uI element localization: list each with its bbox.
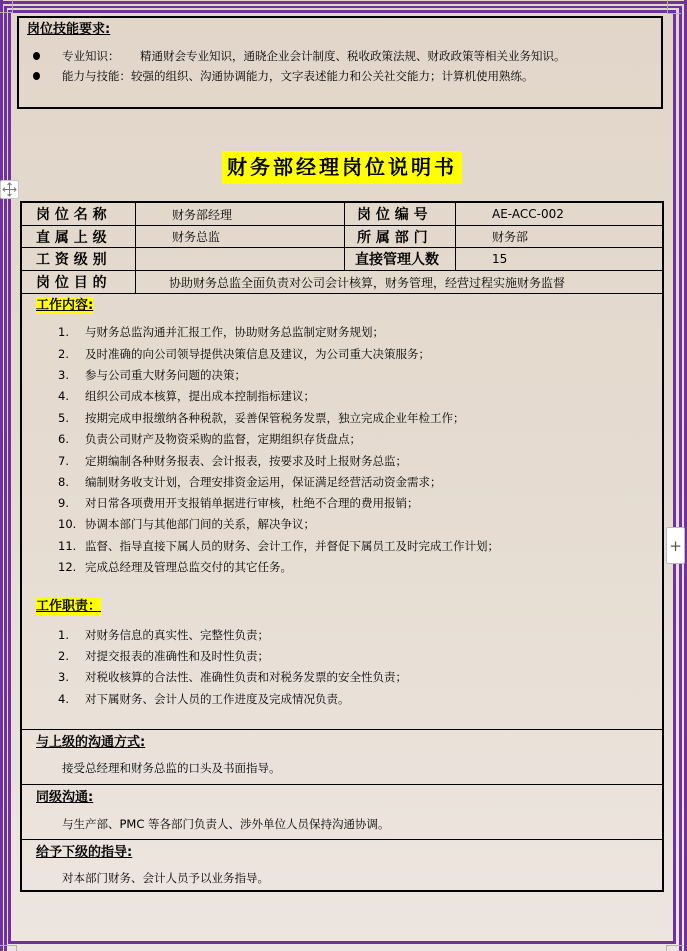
- document-title: 财务部经理岗位说明书: [222, 151, 462, 184]
- table-row: [22, 226, 662, 248]
- direct-superior-value[interactable]: 财务总监: [172, 230, 221, 244]
- page-border-top-1: [0, 1, 687, 4]
- direct-reports-value[interactable]: 15: [492, 252, 508, 266]
- margin-corner-mark: [0, 945, 17, 951]
- work-content-section: [22, 294, 662, 730]
- bullet-icon: [33, 52, 40, 60]
- margin-corner-mark: [667, 0, 681, 14]
- subordinate-guidance-heading: 给予下级的指导:: [36, 845, 133, 860]
- purpose-value[interactable]: 协助财务总监全面负责对公司会计核算，财务管理，经营过程实施财务监督: [169, 275, 566, 290]
- department-value[interactable]: 财务部: [492, 230, 529, 244]
- margin-corner-mark: [666, 945, 683, 951]
- responsibilities-heading: 工作职责：: [36, 599, 102, 614]
- skills-requirements-box: [17, 16, 663, 109]
- bullet-icon: [33, 72, 40, 80]
- work-content-item: 7. 定期编制各种财务报表、会计报表，按要求及时上报财务总监；: [58, 454, 407, 468]
- cell-divider: [135, 203, 136, 225]
- page-border-top-2: [4, 6, 682, 8]
- page-border-left-3: [8, 10, 11, 943]
- work-content-item: 2. 及时准确的向公司领导提供决策信息及建议，为公司重大决策服务；: [58, 347, 430, 361]
- superior-communication-section: [22, 730, 662, 785]
- department-label: 所 属 部 门: [357, 229, 428, 246]
- skills-item: 专业知识： 精通财会专业知识，通晓企业会计制度、税收政策法规、财政政策等相关业务知识。: [33, 48, 566, 64]
- work-content-item: 5. 按期完成申报缴纳各种税款，妥善保管税务发票，独立完成企业年检工作；: [58, 411, 465, 425]
- work-content-item: 6. 负责公司财产及物资采购的监督，定期组织存货盘点；: [58, 432, 361, 446]
- work-content-item: 10. 协调本部门与其他部门间的关系，解决争议；: [58, 517, 315, 531]
- purpose-label: 岗 位 目 的: [36, 275, 107, 291]
- position-code-label: 岗 位 编 号: [357, 207, 428, 223]
- responsibility-item: 1. 对财务信息的真实性、完整性负责；: [58, 628, 269, 642]
- page-border-top-3: [8, 10, 676, 13]
- position-name-value[interactable]: 财务部经理: [172, 207, 233, 222]
- subordinate-guidance-text: 对本部门财务、会计人员予以业务指导。: [62, 871, 269, 885]
- page-border-bottom: [8, 941, 676, 944]
- page-border-left-1: [0, 0, 3, 951]
- work-content-item: 4. 组织公司成本核算，提出成本控制指标建议；: [58, 389, 315, 403]
- cell-divider: [344, 226, 345, 247]
- cell-divider: [135, 248, 136, 270]
- skills-heading: 岗位技能要求:: [27, 22, 111, 37]
- cell-divider: [455, 226, 456, 247]
- cell-divider: [344, 203, 345, 225]
- work-content-item: 1. 与财务总监沟通并汇报工作，协助财务总监制定财务规划；: [58, 325, 384, 339]
- page-border-right-2: [679, 6, 682, 951]
- work-content-heading: 工作内容:: [36, 298, 94, 313]
- table-row: [22, 271, 662, 294]
- page-border-left-2: [4, 6, 7, 951]
- cell-divider: [344, 248, 345, 270]
- peer-communication-section: [22, 785, 662, 840]
- table-move-handle[interactable]: [0, 180, 19, 199]
- job-description-table: [20, 201, 664, 892]
- work-content-item: 12. 完成总经理及管理总监交付的其它任务。: [58, 560, 292, 574]
- skills-item: 能力与技能：较强的组织、沟通协调能力，文字表述能力和公关社交能力；计算机使用熟练。: [33, 68, 534, 84]
- responsibility-item: 4. 对下属财务、会计人员的工作进度及完成情况负责。: [58, 692, 350, 706]
- direct-reports-label: 直接管理人数: [355, 252, 439, 268]
- cell-divider: [135, 226, 136, 247]
- cell-divider: [455, 248, 456, 270]
- cell-divider: [135, 271, 136, 293]
- work-content-item: 3. 参与公司重大财务问题的决策；: [58, 368, 246, 382]
- work-content-item: 8. 编制财务收支计划，合理安排资金运用，保证满足经营活动资金需求；: [58, 475, 442, 489]
- move-arrows-icon: [2, 182, 17, 197]
- salary-level-label: 工 资 级 别: [36, 252, 107, 268]
- table-row: [22, 203, 662, 226]
- direct-superior-label: 直 属 上 级: [36, 229, 107, 246]
- responsibility-item: 3. 对税收核算的合法性、准确性负责和对税务发票的安全性负责；: [58, 670, 407, 684]
- work-content-item: 9. 对日常各项费用开支报销单据进行审核，杜绝不合理的费用报销；: [58, 496, 419, 510]
- peer-communication-heading: 同级沟通:: [36, 790, 94, 805]
- add-table-column-button[interactable]: +: [666, 527, 685, 564]
- work-content-item: 11. 监督、指导直接下属人员的财务、会计工作，并督促下属员工及时完成工作计划；: [58, 539, 499, 553]
- table-row: [22, 248, 662, 271]
- cell-divider: [455, 203, 456, 225]
- margin-corner-mark: [0, 0, 13, 13]
- page-border-right-3: [673, 10, 676, 943]
- subordinate-guidance-section: [22, 840, 662, 890]
- responsibility-item: 2. 对提交报表的准确性和及时性负责；: [58, 649, 269, 663]
- superior-communication-heading: 与上级的沟通方式:: [36, 735, 146, 750]
- superior-communication-text: 接受总经理和财务总监的口头及书面指导。: [62, 761, 281, 775]
- peer-communication-text: 与生产部、PMC 等各部门负责人、涉外单位人员保持沟通协调。: [62, 817, 390, 831]
- position-name-label: 岗 位 名 称: [36, 207, 107, 223]
- position-code-value[interactable]: AE-ACC-002: [492, 207, 564, 221]
